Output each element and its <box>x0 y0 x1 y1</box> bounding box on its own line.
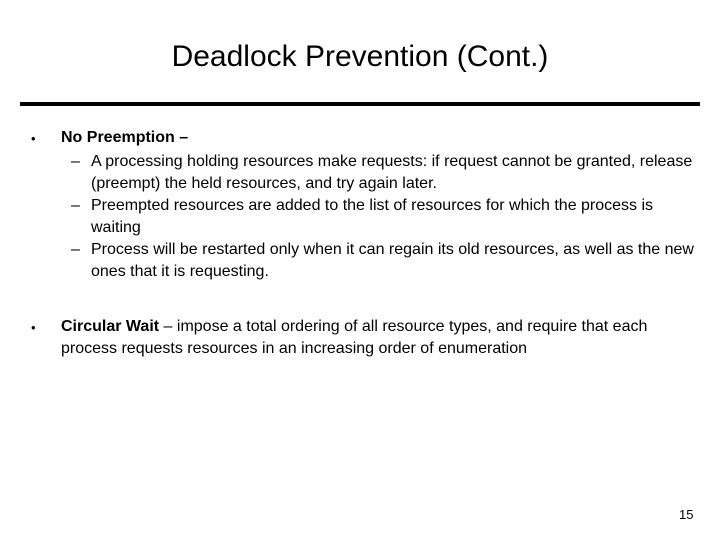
sub-item-text: Preempted resources are added to the list of resources for which the process is waiting <box>91 197 654 236</box>
bullet-body: – impose a total ordering of all resource types, and require that each process requests resources in an increasing order of enumeration <box>61 318 648 357</box>
sub-item-marker: – <box>71 153 80 170</box>
bullet-heading-text <box>61 127 701 149</box>
bullet-marker: • <box>31 131 36 146</box>
sub-item <box>71 239 701 283</box>
sub-item <box>71 151 701 195</box>
title-divider <box>20 102 700 106</box>
sub-item-marker: – <box>71 197 80 214</box>
sub-item <box>71 195 701 239</box>
no-preemption-sub-list <box>71 151 701 283</box>
sub-item-marker: – <box>71 241 80 258</box>
page-number: 15 <box>679 507 694 522</box>
bullet-heading: No Preemption – <box>61 129 189 146</box>
bullet-marker: • <box>31 320 36 335</box>
sub-item-text: A processing holding resources make requests: if request cannot be granted, release (preempt) the held resources, and try again later. <box>91 153 693 192</box>
slide-title: Deadlock Prevention (Cont.) <box>171 40 549 73</box>
bullet-heading: Circular Wait <box>61 318 160 335</box>
bullet-content <box>61 316 701 360</box>
sub-item-text: Process will be restarted only when it can regain its old resources, as well as the new ones that it is requesting. <box>91 241 694 280</box>
